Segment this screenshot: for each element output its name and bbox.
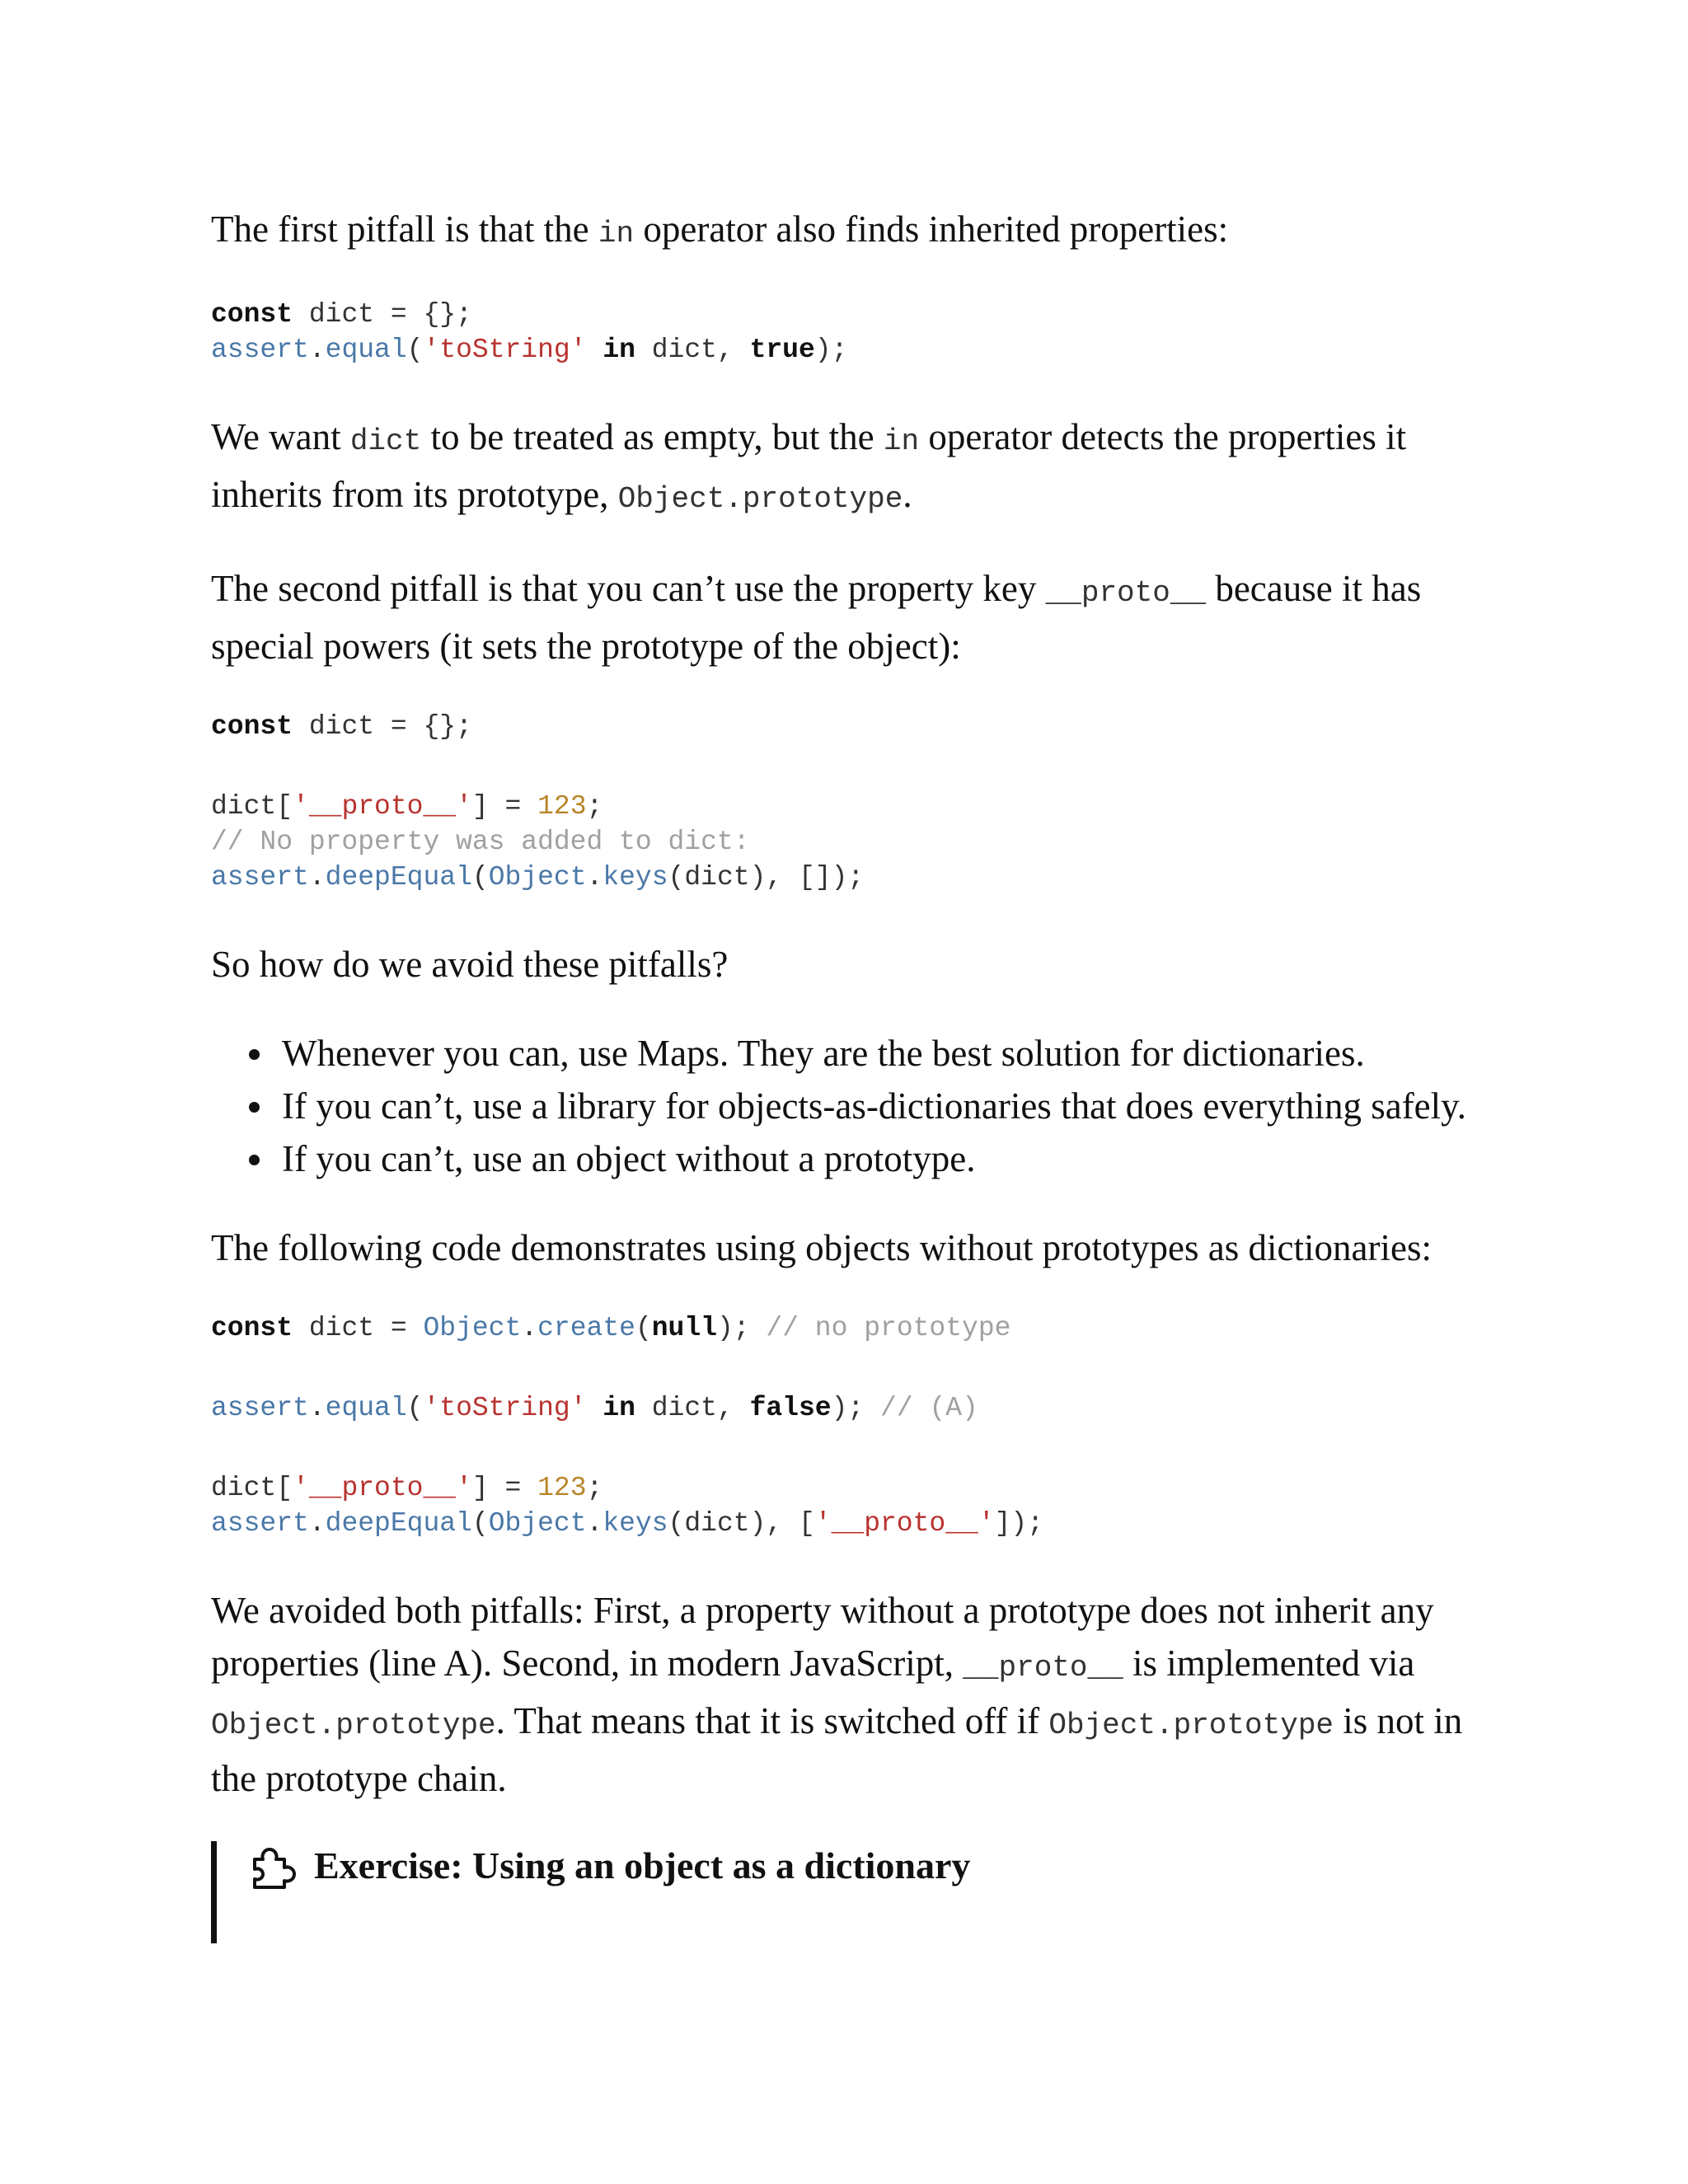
text: operator detects the properties it inherits from its prototype, <box>211 416 1407 515</box>
code-text: (dict), []); <box>668 862 865 893</box>
code-text: ); <box>814 335 848 365</box>
keyword: const <box>211 1313 293 1343</box>
code-identifier: assert <box>211 1508 309 1539</box>
code-identifier: deepEqual <box>325 862 472 893</box>
code-text <box>587 335 603 365</box>
code-comment: // no prototype <box>766 1313 1011 1343</box>
code-text: ]); <box>994 1508 1044 1539</box>
keyword: false <box>749 1393 832 1423</box>
keyword: true <box>749 335 815 365</box>
code-text: ); <box>831 1393 881 1423</box>
code-string: '__proto__' <box>293 791 472 822</box>
code-text: ( <box>471 862 489 893</box>
text: is implemented via <box>1123 1643 1415 1684</box>
text: to be treated as empty, but the <box>421 416 884 457</box>
code-text: ] = <box>471 1473 538 1503</box>
code-text: dict = {}; <box>293 711 472 742</box>
code-comment: // No property was added to dict: <box>211 827 750 857</box>
keyword: in <box>603 335 635 365</box>
inline-code: in <box>883 424 920 458</box>
code-text: ( <box>406 335 424 365</box>
text: operator also finds inherited properties: <box>634 209 1229 250</box>
text: The second pitfall is that you can’t use the property key <box>211 568 1046 609</box>
inline-code: Object.prototype <box>211 1708 496 1742</box>
code-identifier: assert <box>211 335 309 365</box>
code-identifier: Object <box>488 1508 587 1539</box>
exercise-heading[interactable] <box>250 1841 1480 1891</box>
exercise-box <box>211 1841 1480 1943</box>
code-identifier: deepEqual <box>325 1508 472 1539</box>
text: because it has special powers (it sets the prototype of the object): <box>211 568 1422 667</box>
list-item: Whenever you can, use Maps. They are the best solution for dictionaries. <box>211 1027 1480 1080</box>
page-content <box>211 203 1480 1943</box>
code-number: 123 <box>537 1473 587 1503</box>
code-block-3: const dict = Object.create(null); // no prototype assert.equal('toString' in dict, false); // (A) dict['__proto__'] = 123; assert.deepEqual(Object.keys(dict), ['__proto__']); <box>211 1313 1044 1539</box>
code-text: ; <box>586 1473 603 1503</box>
paragraph-conclusion <box>211 1584 1480 1805</box>
code-identifier: Object <box>423 1313 522 1343</box>
inline-code: __proto__ <box>963 1651 1123 1685</box>
paragraph-dict-empty <box>211 410 1480 526</box>
code-text: dict = {}; <box>293 299 472 330</box>
list-item: If you can’t, use a library for objects-as-dictionaries that does everything safely. <box>211 1080 1480 1132</box>
code-identifier: keys <box>603 862 668 893</box>
code-text: ; <box>586 791 603 822</box>
code-text: ( <box>635 1313 652 1343</box>
code-text: . <box>308 335 326 365</box>
code-text: (dict), [ <box>668 1508 815 1539</box>
code-text: ] = <box>471 791 538 822</box>
keyword: const <box>211 711 293 742</box>
inline-code: dict <box>349 424 422 458</box>
code-string: 'toString' <box>423 335 587 365</box>
paragraph-in-operator <box>211 203 1480 260</box>
code-string: '__proto__' <box>814 1508 995 1539</box>
code-text: dict[ <box>211 1473 293 1503</box>
code-text: dict = <box>293 1313 424 1343</box>
text: . <box>903 474 912 515</box>
text: We avoided both pitfalls: First, a property without a prototype does not inherit any properties (line A). Second, in modern JavaScript, <box>211 1590 1434 1684</box>
text: . That means that it is switched off if <box>495 1700 1049 1741</box>
code-identifier: keys <box>603 1508 668 1539</box>
code-text: dict[ <box>211 791 293 822</box>
text: We want <box>211 416 350 457</box>
paragraph-avoid-question: So how do we avoid these pitfalls? <box>211 944 729 985</box>
code-number: 123 <box>537 791 587 822</box>
keyword: in <box>603 1393 635 1423</box>
text: is not in the prototype chain. <box>211 1700 1463 1799</box>
code-identifier: create <box>537 1313 635 1343</box>
paragraph-proto-pitfall <box>211 562 1480 673</box>
code-text: ( <box>471 1508 489 1539</box>
code-identifier: equal <box>325 335 407 365</box>
code-comment: // (A) <box>880 1393 978 1423</box>
bullet-list <box>211 1027 1480 1185</box>
code-identifier: equal <box>325 1393 407 1423</box>
keyword: null <box>651 1313 717 1343</box>
list-item: If you can’t, use an object without a prototype. <box>211 1132 1480 1185</box>
inline-code: __proto__ <box>1045 576 1207 610</box>
puzzle-icon <box>250 1841 299 1891</box>
exercise-title: Exercise: Using an object as a dictionary <box>314 1844 971 1886</box>
keyword: const <box>211 299 293 330</box>
inline-code: Object.prototype <box>1048 1708 1334 1742</box>
code-text: ); <box>716 1313 767 1343</box>
code-string: 'toString' <box>423 1393 587 1423</box>
inline-code: in <box>598 217 635 251</box>
paragraph-demo-intro: The following code demonstrates using objects without prototypes as dictionaries: <box>211 1227 1432 1268</box>
code-identifier: assert <box>211 862 309 893</box>
code-identifier: Object <box>488 862 587 893</box>
code-block-1 <box>211 297 1480 368</box>
code-text: ( <box>406 1393 424 1423</box>
code-string: '__proto__' <box>293 1473 472 1503</box>
code-text: dict, <box>635 335 750 365</box>
text: The first pitfall is that the <box>211 209 598 250</box>
code-identifier: assert <box>211 1393 309 1423</box>
code-block-2: const dict = {}; dict['__proto__'] = 123; // No property was added to dict: assert.deepEqual(Object.keys(dict), []); <box>211 711 865 893</box>
code-text: dict, <box>635 1393 750 1423</box>
inline-code: Object.prototype <box>617 482 903 516</box>
